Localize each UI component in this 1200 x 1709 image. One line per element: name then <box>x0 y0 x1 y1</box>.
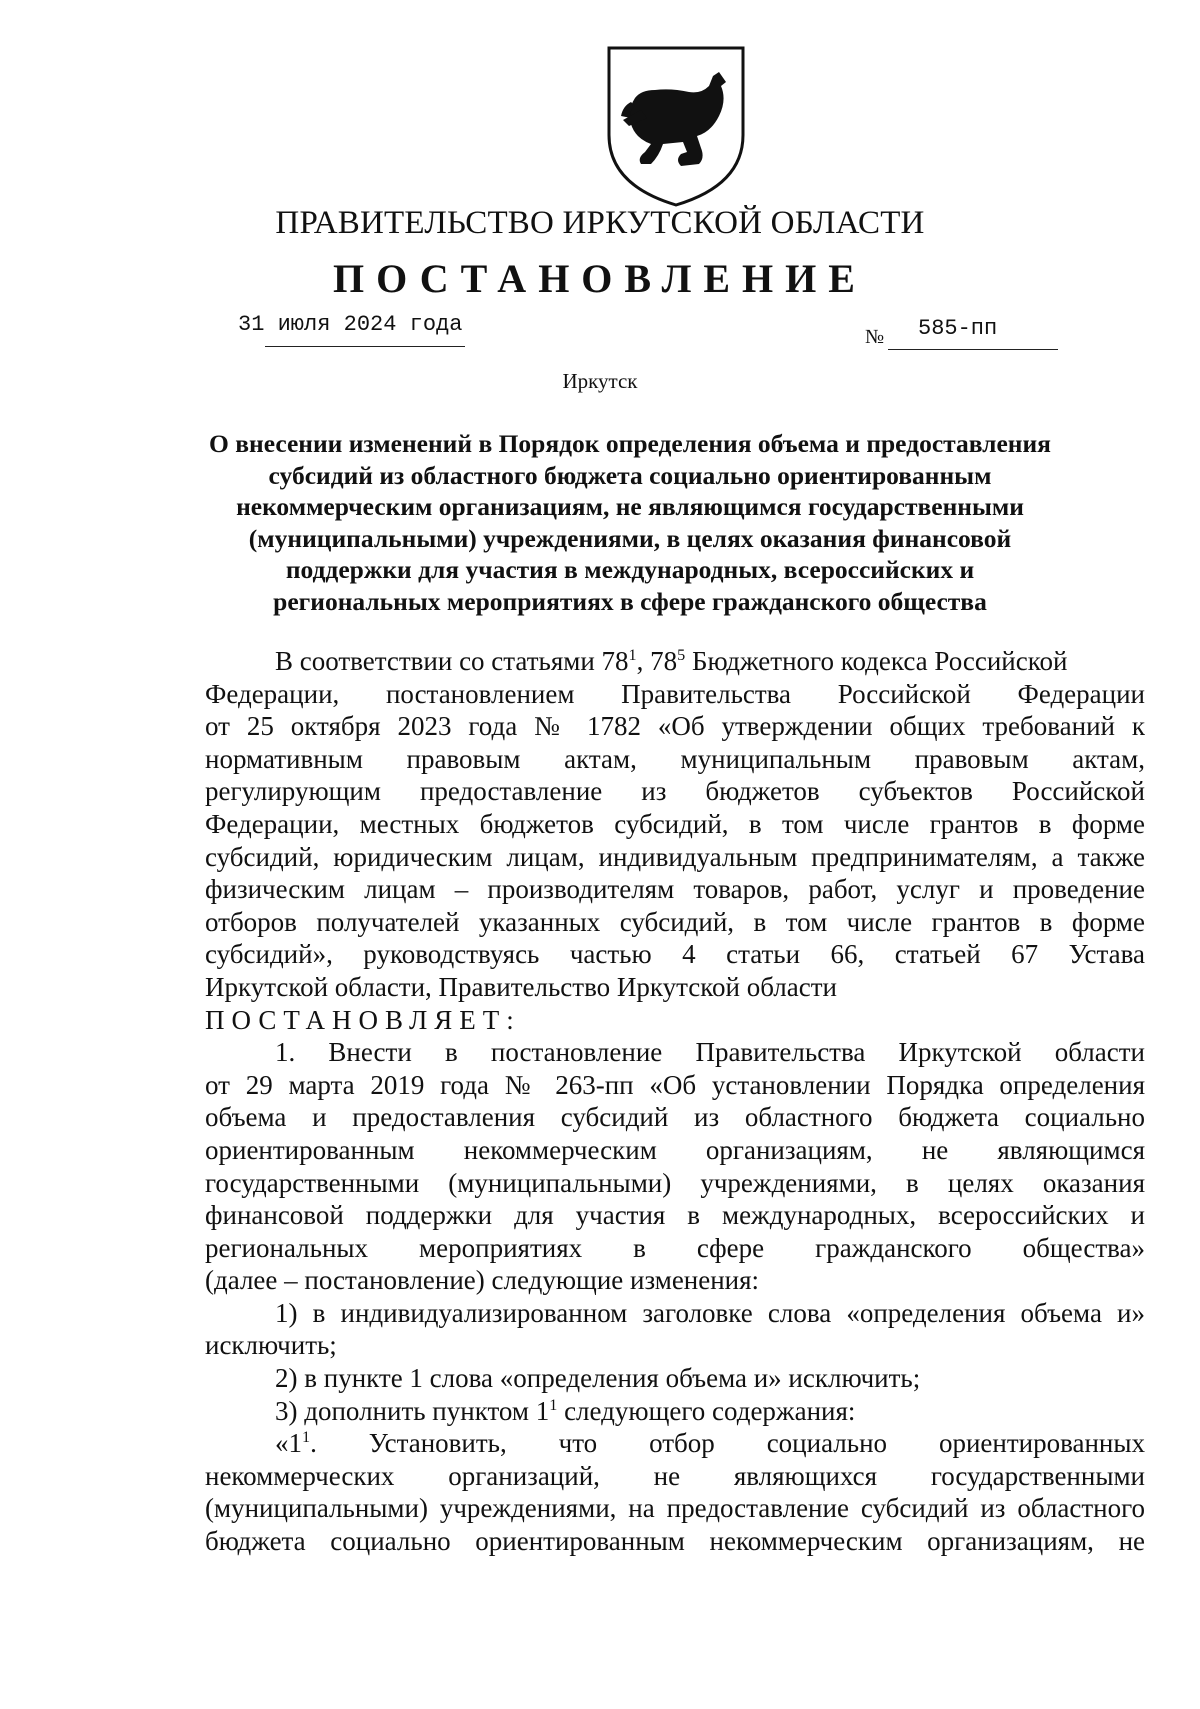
item-line: от 29 марта 2019 года № 263-пп «Об установлении Порядка определения <box>205 1069 1145 1100</box>
heading-line: некоммерческим организациям, не являющимся государственными <box>236 492 1024 521</box>
document-body <box>205 645 1145 1558</box>
item-line: объема и предоставления субсидий из областного бюджета социально <box>205 1102 1145 1133</box>
item-line: региональных мероприятиях в сфере гражданского общества» <box>205 1232 1145 1263</box>
body-line: нормативным правовым актам, муниципальным правовым актам, <box>205 743 1145 774</box>
item-line: финансовой поддержки для участия в международных, всероссийских и <box>205 1200 1145 1231</box>
subitem-line: 1) в индивидуализированном заголовке слова «определения объема и» <box>275 1297 1145 1328</box>
heading-line: О внесении изменений в Порядок определения объема и предоставления <box>209 429 1051 458</box>
quote-line: (муниципальными) учреждениями, на предоставление субсидий из областного <box>205 1493 1145 1524</box>
body-line: Иркутской области, Правительство Иркутской области <box>205 971 837 1002</box>
heading-line: поддержки для участия в международных, всероссийских и <box>285 555 975 584</box>
number-sign: № <box>865 326 885 348</box>
body-line: регулирующим предоставление из бюджетов субъектов Российской <box>205 776 1145 807</box>
resolves-word: ПОСТАНОВЛЯЕТ: <box>205 1004 521 1035</box>
coat-of-arms-icon <box>601 40 751 210</box>
body-line: отборов получателей указанных субсидий, в том числе грантов в форме <box>205 906 1145 937</box>
body-line: В соответствии со статьями $78^1$, $78^5$ Бюджетного кодекса Российской <box>275 646 1068 676</box>
document-type: ПОСТАНОВЛЕНИЕ <box>333 256 867 301</box>
item-line: ориентированным некоммерческим организациям, не являющимся <box>205 1134 1145 1165</box>
date-underline <box>265 346 465 347</box>
body-line: физическим лицам – производителям товаров, работ, услуг и проведение <box>205 874 1145 905</box>
document-date: 31 июля 2024 года <box>238 312 463 337</box>
quote-line: бюджета социально ориентированным некоммерческим организациям, не <box>205 1526 1145 1557</box>
body-line: Федерации, постановлением Правительства Российской Федерации <box>205 678 1145 709</box>
subitem-line: исключить; <box>205 1330 337 1361</box>
body-line: субсидий, юридическим лицам, индивидуальным предпринимателям, а также <box>205 841 1145 872</box>
body-line: от 25 октября 2023 года № 1782 «Об утверждении общих требований к <box>205 711 1145 742</box>
item-line: государственными (муниципальными) учреждениями, в целях оказания <box>205 1167 1145 1198</box>
heading-line: субсидий из областного бюджета социально ориентированным <box>268 460 992 490</box>
government-name: ПРАВИТЕЛЬСТВО ИРКУТСКОЙ ОБЛАСТИ <box>275 205 925 241</box>
quote-line: некоммерческих организаций, не являющихся государственными <box>205 1460 1145 1491</box>
subitem-line: 3) дополнить пунктом $1^1$ следующего содержания: <box>275 1395 856 1426</box>
item-line: 1. Внести в постановление Правительства Иркутской области <box>275 1037 1145 1068</box>
document-heading <box>190 428 1070 617</box>
body-line: субсидий», руководствуясь частью 4 статьи 66, статьей 67 Устава <box>205 939 1145 970</box>
quote-line: «$1^1$ . Установить, что отбор социально ориентированных <box>275 1428 1145 1459</box>
body-line: Федерации, местных бюджетов субсидий, в том числе грантов в форме <box>205 808 1145 839</box>
document-number: 585-пп <box>918 316 998 341</box>
number-underline <box>888 349 1058 350</box>
subitem-line: 2) в пункте 1 слова «определения объема и» исключить; <box>275 1363 921 1394</box>
heading-line: региональных мероприятиях в сфере гражданского общества <box>273 586 987 616</box>
city: Иркутск <box>562 369 638 393</box>
item-line: (далее – постановление) следующие изменения: <box>205 1265 760 1296</box>
heading-line: (муниципальными) учреждениями, в целях оказания финансовой <box>248 523 1012 553</box>
